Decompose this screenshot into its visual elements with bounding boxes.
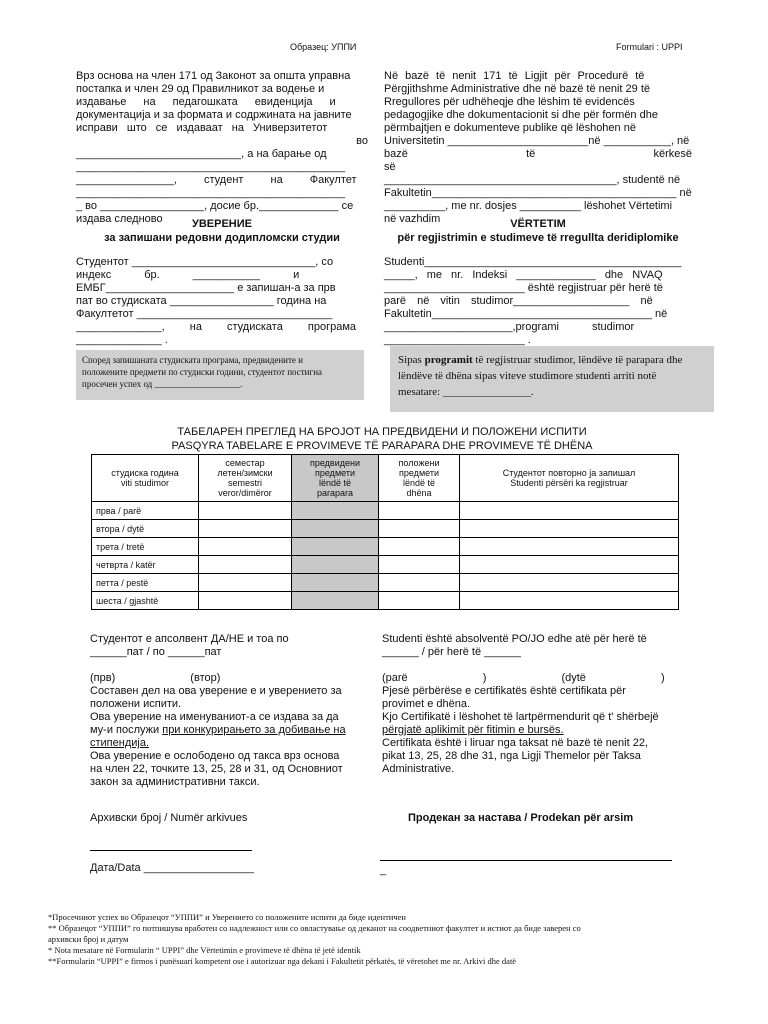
header-text: lëndë të — [402, 478, 436, 488]
table-cell[interactable] — [379, 556, 460, 574]
table-cell[interactable] — [292, 556, 379, 574]
footnote-line: ** Образецот “УППИ” го потпишува вработен со надлежност или со овластување од деканот на соодветниот факултет и истиот да биде заверен со — [48, 923, 581, 933]
mk-body-line: пат во студиската _________________ година на — [76, 295, 327, 307]
mk-absolvent-line: Ова уверение е ослободено од такса врз основа — [90, 750, 340, 762]
table-cell[interactable] — [292, 592, 379, 610]
sq-body-line: _____, me nr. Indeksi _____________ dhe NVAQ — [384, 269, 663, 281]
table-cell[interactable] — [199, 502, 292, 520]
table-cell[interactable] — [292, 502, 379, 520]
sq-intro-line: përmbajtjen e dokumenteve publike që lëshohen në — [384, 122, 636, 134]
header-text: veror/dimëror — [218, 488, 272, 498]
sq-box-prefix: Sipas — [398, 354, 425, 366]
mk-intro-line: исправи што се издаваат на Универзитетот — [76, 122, 328, 134]
header-text: студиска година — [111, 468, 179, 478]
mk-intro-line: во — [356, 135, 368, 147]
header-study-year — [92, 455, 199, 502]
table-cell[interactable] — [379, 520, 460, 538]
mk-box-line: положените предмети по студиски години, студентот постигна — [82, 367, 323, 377]
sq-document-title: VËRTETIM — [510, 218, 566, 230]
sq-body-line: Fakultetin____________________________________ në — [384, 308, 668, 320]
sq-intro-line: Universitetin _______________________në ___________, në — [384, 135, 690, 147]
header-text: семестар — [225, 458, 265, 468]
sq-intro-line: bazë të kërkesë së — [384, 148, 692, 173]
header-form-code-sq: Formulari : UPPI — [616, 42, 683, 52]
header-text: положени — [398, 458, 440, 468]
mk-box-line: Според запишаната студиската програма, предвидените и — [82, 355, 303, 365]
mk-intro-line: документација и за формата и содржината на јавните — [76, 109, 352, 121]
mk-absolvent-line: положени испити. — [90, 698, 182, 710]
mk-absolvent-line — [90, 724, 390, 737]
exam-summary-table — [91, 454, 679, 610]
row-year-label: прва / parë — [92, 502, 199, 520]
header-text: предвидени — [309, 458, 360, 468]
sq-intro-line: në vazhdim — [384, 213, 441, 225]
mk-absolvent-line: ______пат / по ______пат — [90, 646, 222, 658]
footnote-line: *Просечниот успех во Образецот “УППИ” и Уверението со положените испити да биде идентичен — [48, 912, 406, 922]
table-row — [92, 502, 679, 520]
mk-absolvent-section — [90, 633, 390, 789]
sq-intro-line: __________, me nr. dosjes __________ lëshohet Vërtetimi — [384, 200, 673, 212]
sq-intro-line: Në bazë të nenit 171 të Ligjit për Procedurë të — [384, 70, 645, 82]
mk-intro-line: ________________, студент на Факултет — [76, 174, 357, 186]
sq-average-grade-box — [390, 346, 714, 412]
table-cell[interactable] — [460, 520, 679, 538]
mk-intro-line: Врз основа на член 171 од Законот за општа управна — [76, 70, 351, 82]
sq-intro-paragraph — [384, 70, 692, 226]
table-cell[interactable] — [199, 556, 292, 574]
mk-intro-line: издавање на педагошката евиденција и — [76, 96, 336, 108]
sq-box-line: lëndëve të dhëna sipas viteve studimore studenti arriti notë — [398, 370, 657, 382]
sq-absolvent-line: provimet e dhëna. — [382, 698, 471, 710]
table-cell[interactable] — [379, 538, 460, 556]
archive-number-label: Архивски број / Numër arkivues — [90, 812, 248, 824]
table-row — [92, 520, 679, 538]
sq-intro-line: Përgjithshme Administrative dhe në bazë të nenit 29 të — [384, 83, 650, 95]
sq-absolvent-line: pikat 13, 25, 28 dhe 31, nga Ligji Themelor për Taksa — [382, 750, 641, 762]
sq-body-line: _____________________,programi studimor — [384, 321, 635, 333]
mk-body-line: индекс бр. ___________ и — [76, 269, 300, 281]
mk-absolvent-line: на член 22, точките 13, 25, 28 и 31, од Основниот — [90, 763, 343, 775]
date-blank[interactable]: __________________ — [143, 862, 254, 874]
mk-intro-line: ____________________________________________ — [76, 187, 346, 199]
sq-absolvent-section — [382, 633, 702, 776]
sq-absolvent-line: Kjo Certifikatë i lëshohet të lartpërmendurit që t' shërbejë — [382, 711, 659, 723]
mk-body-line: Факултетот ________________________________ — [76, 308, 333, 320]
sq-absolvent-line: (parë ) (dytë ) — [382, 672, 665, 684]
row-year-label: петта / pestë — [92, 574, 199, 592]
table-row — [92, 538, 679, 556]
table-cell[interactable] — [199, 520, 292, 538]
mk-absolvent-text: му-и послужи — [90, 724, 163, 736]
header-passed-subjects — [379, 455, 460, 502]
table-cell[interactable] — [460, 556, 679, 574]
sq-intro-line: Rregullores për udhëheqje dhe lëshim të evidencës — [384, 96, 635, 108]
table-title-mk: ТАБЕЛАРЕН ПРЕГЛЕД НА БРОЈОТ НА ПРЕДВИДЕНИ И ПОЛОЖЕНИ ИСПИТИ — [177, 426, 587, 438]
footnote-line: **Formularin “UPPI” e firmos i punësuari kompetent ose i autorizuar nga dekani i Fakultetit përkatës, të vëretohet me nr. Arkivi dhe datë — [48, 956, 517, 966]
mk-intro-line: ____________________________________________ — [76, 161, 346, 173]
mk-body-line: ______________, на студиската програма — [76, 321, 357, 333]
sq-body-line: _______________________ është regjistruar për herë të — [384, 282, 663, 294]
footnote-line: архивски број и датум — [48, 934, 129, 944]
table-row — [92, 592, 679, 610]
mk-student-details — [76, 256, 368, 347]
header-text: предмети — [399, 468, 439, 478]
mk-intro-line: издава следново — [76, 213, 163, 225]
sq-student-details — [384, 256, 692, 347]
mk-document-subtitle: за запишани редовни додипломски студии — [104, 232, 340, 244]
table-cell[interactable] — [379, 592, 460, 610]
mk-average-grade-box — [76, 350, 364, 400]
mk-intro-line: _ во _________________, досие бр._____________ се — [76, 200, 354, 212]
header-text: dhëna — [406, 488, 432, 498]
footnote-line: * Nota mesatare në Formularin “ UPPI” dhe Vërtetimin e provimeve të dhëna të jetë identik — [48, 945, 361, 955]
table-cell[interactable] — [292, 538, 379, 556]
mk-intro-line: ___________________________, а на барање од — [76, 148, 327, 160]
signature-line[interactable] — [380, 860, 672, 861]
mk-document-title: УВЕРЕНИЕ — [192, 218, 252, 230]
footnotes — [48, 912, 724, 967]
header-reenrolled — [460, 455, 679, 502]
sq-intro-line: Fakultetin________________________________________ në — [384, 187, 692, 199]
header-text: Studenti përsëri ka regjistruar — [510, 478, 628, 488]
mk-absolvent-line: Студентот е апсолвент ДА/НЕ и тоа по — [90, 633, 289, 645]
table-cell[interactable] — [379, 574, 460, 592]
table-cell[interactable] — [199, 538, 292, 556]
prodekan-label: Продекан за настава / Prodekan për arsim — [408, 812, 634, 824]
header-planned-subjects — [292, 455, 379, 502]
mk-absolvent-line: Составен дел на ова уверение е и уверението за — [90, 685, 342, 697]
sq-absolvent-line: Administrative. — [382, 763, 455, 775]
table-row — [92, 556, 679, 574]
sq-box-bold-word: programit — [424, 354, 473, 366]
sq-absolvent-line: Certifikata është i liruar nga taksat në bazë të nenit 22, — [382, 737, 648, 749]
archive-number-line[interactable] — [90, 850, 252, 851]
row-year-label: шеста / gjashtë — [92, 592, 199, 610]
mk-absolvent-line: (прв) (втор) — [90, 672, 221, 684]
row-year-label: втора / dytë — [92, 520, 199, 538]
table-cell[interactable] — [460, 592, 679, 610]
table-cell[interactable] — [199, 592, 292, 610]
header-text: предмети — [315, 468, 355, 478]
header-text: parapara — [316, 488, 354, 498]
mk-box-line: просечен успех од ___________________. — [82, 379, 243, 389]
header-text: Студентот повторно ја запишал — [502, 468, 636, 478]
mk-intro-line: постапка и член 29 од Правилникот за водење и — [76, 83, 325, 95]
table-cell[interactable] — [292, 574, 379, 592]
table-cell[interactable] — [460, 502, 679, 520]
table-cell[interactable] — [292, 520, 379, 538]
table-cell[interactable] — [199, 574, 292, 592]
table-cell[interactable] — [460, 574, 679, 592]
mk-intro-paragraph — [76, 70, 368, 226]
mk-absolvent-line: Ова уверение на именуваниот-а се издава за да — [90, 711, 339, 723]
sq-document-subtitle: për regjistrimin e studimeve të rregullta deridiplomike — [397, 232, 679, 244]
sq-intro-line: ______________________________________, studentë në — [384, 174, 681, 186]
date-field[interactable] — [90, 862, 254, 875]
row-year-label: трета / tretë — [92, 538, 199, 556]
sq-absolvent-line: përgjatë aplikimit për fitimin e bursës. — [382, 724, 564, 736]
header-semester — [199, 455, 292, 502]
table-row — [92, 574, 679, 592]
row-year-label: четврта / katër — [92, 556, 199, 574]
sq-body-line: Studenti__________________________________________ — [384, 256, 682, 268]
mk-absolvent-line: стипендија. — [90, 737, 150, 749]
mk-body-line: ЕМБГ_____________________ е запишан-а за прв — [76, 282, 336, 294]
header-form-code-mk: Образец: УППИ — [290, 42, 357, 52]
table-cell[interactable] — [379, 502, 460, 520]
signature-blank-mark: _ — [380, 864, 387, 876]
sq-intro-line: pedagogjike dhe dokumentacionit si dhe për formën dhe — [384, 109, 658, 121]
table-header-row — [92, 455, 679, 502]
header-text: viti studimor — [120, 478, 169, 488]
header-text: летен/зимски — [217, 468, 273, 478]
sq-absolvent-line: Pjesë përbërëse e certifikatës është certifikata për — [382, 685, 626, 697]
sq-box-line: mesatare: ________________. — [398, 386, 534, 398]
mk-absolvent-underlined: при конкурирањето за добивање на — [162, 724, 346, 736]
sq-box-line-rest: të regjistruar studimor, lëndëve të parapara dhe — [472, 354, 683, 366]
mk-absolvent-line: закон за административни такси. — [90, 776, 260, 788]
table-cell[interactable] — [460, 538, 679, 556]
table-title-sq: PASQYRA TABELARE E PROVIMEVE TË PARAPARA DHE PROVIMEVE TË DHËNA — [171, 440, 593, 452]
mk-body-line: Студентот ______________________________, со — [76, 256, 334, 268]
mk-body-line: ______________ . — [76, 334, 168, 346]
sq-body-line: _______________________ . — [384, 334, 531, 346]
sq-box-line — [398, 352, 706, 368]
sq-absolvent-line: ______ / për herë të ______ — [382, 646, 521, 658]
date-label: Дата/Data — [90, 862, 141, 874]
sq-absolvent-line: Studenti është absolventë PO/JO edhe atë për herë të — [382, 633, 647, 645]
header-text: lëndë të — [318, 478, 352, 488]
sq-body-line: parë në vitin studimor___________________ në — [384, 295, 653, 307]
header-text: semestri — [227, 478, 262, 488]
